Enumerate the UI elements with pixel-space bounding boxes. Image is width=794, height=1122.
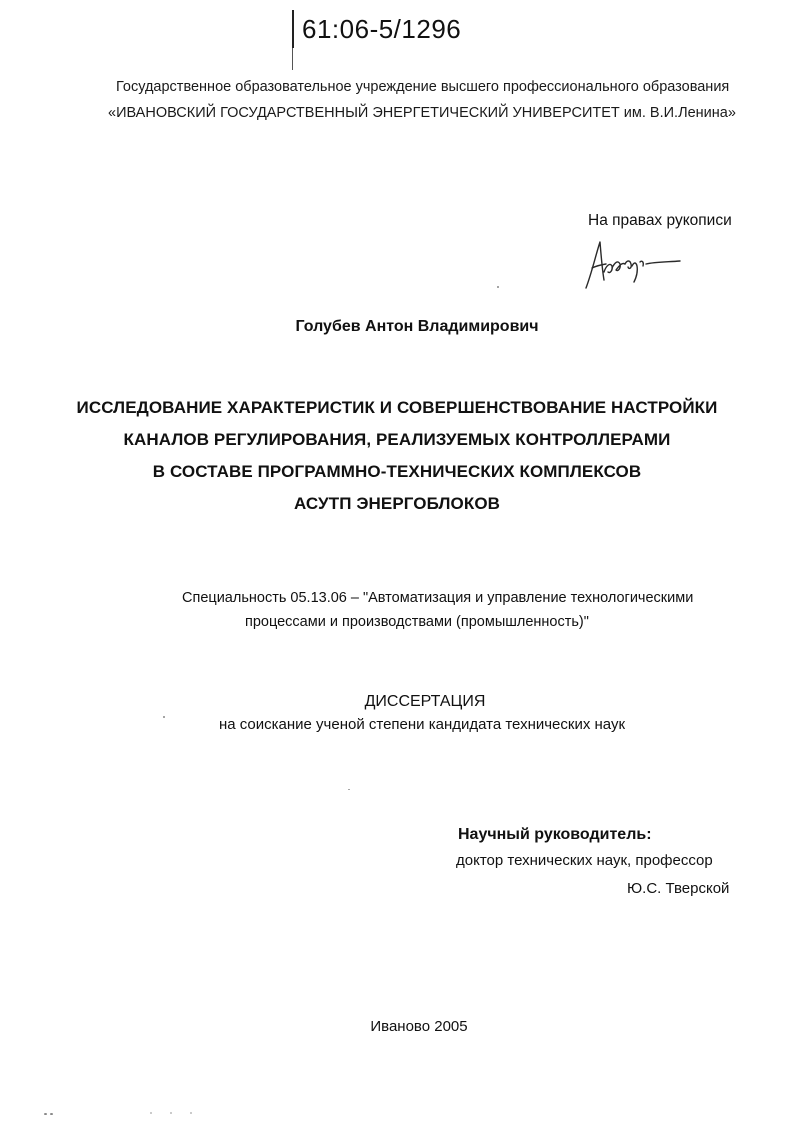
title-line-1: ИССЛЕДОВАНИЕ ХАРАКТЕРИСТИК И СОВЕРШЕНСТВОВАНИЕ НАСТРОЙКИ: [76, 398, 718, 417]
scan-speck: [44, 1113, 47, 1115]
specialty-line-1: Специальность 05.13.06 – "Автоматизация и управление технологическими: [182, 590, 694, 606]
scan-speck: [50, 1113, 53, 1115]
title-line-4: АСУТП ЭНЕРГОБЛОКОВ: [293, 494, 501, 513]
dissertation-title: [0, 392, 794, 520]
manuscript-rights: На правах рукописи: [588, 212, 732, 229]
scan-speck: [163, 716, 165, 718]
author-name: Голубев Антон Владимирович: [295, 318, 539, 335]
advisor-name: Ю.С. Тверской: [627, 880, 730, 897]
advisor-degree: доктор технических наук, профессор: [456, 852, 713, 869]
dissertation-label: ДИССЕРТАЦИЯ: [364, 693, 486, 710]
scan-speck: [170, 1112, 172, 1114]
archive-stamp-bar-lower: [292, 48, 293, 70]
scan-speck: [190, 1112, 192, 1114]
dissertation-subtitle: на соискание ученой степени кандидата технических наук: [218, 716, 626, 733]
title-line-2: КАНАЛОВ РЕГУЛИРОВАНИЯ, РЕАЛИЗУЕМЫХ КОНТРОЛЛЕРАМИ: [123, 430, 671, 449]
scan-speck: [150, 1112, 152, 1114]
advisor-label: Научный руководитель:: [458, 826, 652, 843]
signature-icon: [582, 232, 682, 294]
archive-stamp-bar: [292, 10, 294, 48]
title-line-3: В СОСТАВЕ ПРОГРАММНО-ТЕХНИЧЕСКИХ КОМПЛЕКСОВ: [152, 462, 642, 481]
place-and-year: Иваново 2005: [370, 1018, 468, 1035]
specialty-line-2: процессами и производствами (промышленность)": [245, 614, 589, 630]
institution-line-2: «ИВАНОВСКИЙ ГОСУДАРСТВЕННЫЙ ЭНЕРГЕТИЧЕСКИЙ УНИВЕРСИТЕТ им. В.И.Ленина»: [108, 105, 736, 121]
institution-line-1: Государственное образовательное учреждение высшего профессионального образования: [116, 79, 730, 95]
archive-code: 61:06-5/1296: [302, 14, 462, 44]
scan-speck: [348, 789, 350, 790]
scan-speck: [497, 286, 499, 288]
